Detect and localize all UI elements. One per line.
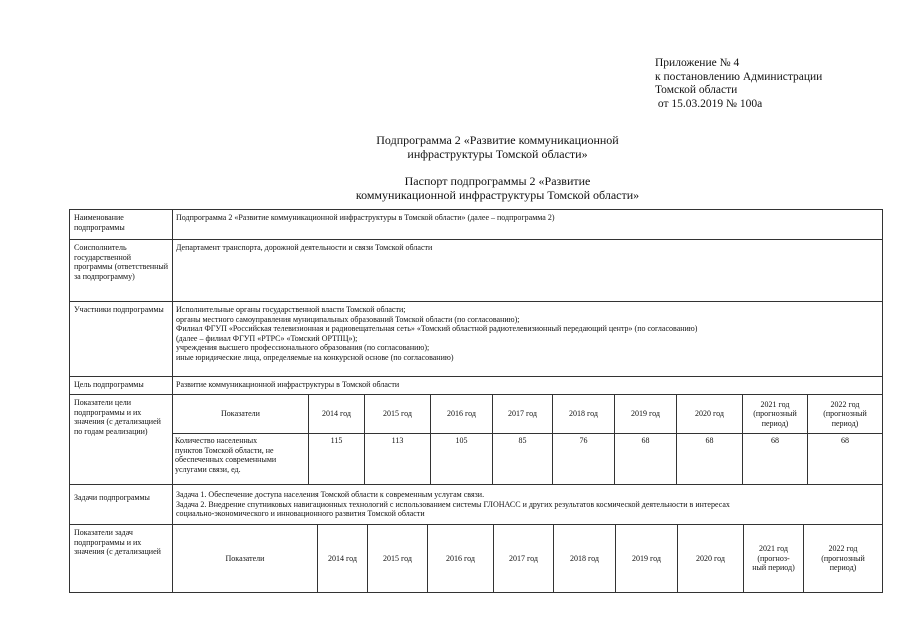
header-cell: 2015 год bbox=[367, 525, 427, 592]
row-participants-text: Исполнительные органы государственной власти Томской области; органы местного самоуправления муниципальных образований Томской области (по согласованию); Филиал ФГУП «Российская телевизионная и радиовещательная сеть» «Томский областной радиотелевизионный передающий центр» (по согласованию) (далее – филиал ФГУП «РТРС» «Томский ОРТПЦ»); учреждения высшего профессионального образования (по согласованию); иные юридические лица, определяемые на конкурсной основе (по согласованию) bbox=[176, 305, 698, 362]
value-cell: 76 bbox=[552, 433, 614, 485]
value-cell: 115 bbox=[308, 433, 364, 485]
row-tasks-label: Задачи подпрограммы bbox=[74, 493, 150, 502]
row-name bbox=[70, 210, 882, 239]
value-cell: 85 bbox=[492, 433, 552, 485]
header-cell: 2018 год bbox=[553, 525, 615, 592]
header-cell: 2020 год bbox=[677, 525, 743, 592]
header-cell: 2017 год bbox=[493, 525, 553, 592]
row-coexecutor bbox=[70, 239, 882, 302]
row-coexecutor-label: Соисполнитель государственной программы (ответственный за подпрограмму) bbox=[74, 243, 169, 281]
row-participants-label: Участники подпрограммы bbox=[74, 305, 164, 314]
header-cell: 2014 год bbox=[308, 395, 364, 433]
row-coexecutor-text: Департамент транспорта, дорожной деятельности и связи Томской области bbox=[176, 243, 433, 252]
indicator-name-cell: Количество населенных пунктов Томской области, не обеспеченных современными услугами связи, ед. bbox=[175, 436, 277, 474]
appendix-line-1: Приложение № 4 bbox=[655, 57, 740, 69]
goal-indicators-grid bbox=[173, 395, 882, 485]
appendix-line-2: к постановлению Администрации bbox=[655, 70, 823, 83]
value-cell: 105 bbox=[430, 433, 492, 485]
header-cell: 2022 год (прогнозный период) bbox=[803, 525, 882, 592]
header-cell: 2014 год bbox=[317, 525, 367, 592]
passport-title-line-1: Паспорт подпрограммы 2 «Развитие bbox=[404, 174, 591, 188]
row-goal-text: Развитие коммуникационной инфраструктуры в Томской области bbox=[176, 380, 400, 389]
passport-table bbox=[69, 209, 883, 593]
row-participants bbox=[70, 301, 882, 377]
row-goal bbox=[70, 376, 882, 395]
header-cell: Показатели bbox=[221, 409, 260, 419]
subprogram-title-line-1: Подпрограмма 2 «Развитие коммуникационной bbox=[376, 133, 619, 147]
header-cell: 2018 год bbox=[552, 395, 614, 433]
row-goal-indicators-label: Показатели цели подпрограммы и их значения (с детализацией по годам реализации) bbox=[74, 398, 161, 436]
row-tasks bbox=[70, 484, 882, 525]
header-cell: 2015 год bbox=[364, 395, 430, 433]
header-cell: 2021 год (прогнозный период) bbox=[742, 395, 807, 433]
appendix-line-4: от 15.03.2019 № 100а bbox=[655, 97, 763, 110]
task-indicators-grid bbox=[173, 525, 882, 593]
header-cell: 2021 год (прогноз-ный период) bbox=[743, 525, 803, 592]
row-name-label: Наименование подпрограммы bbox=[74, 213, 125, 232]
row-goal-label: Цель подпрограммы bbox=[74, 380, 144, 389]
header-cell: 2019 год bbox=[615, 525, 677, 592]
header-cell: 2016 год bbox=[427, 525, 493, 592]
goal-indicators-header-row bbox=[173, 395, 882, 433]
value-cell: 68 bbox=[807, 433, 882, 485]
task-indicators-header-row bbox=[173, 525, 882, 592]
subprogram-title-line-2: инфраструктуры Томской области» bbox=[407, 147, 588, 161]
row-task-indicators-label: Показатели задач подпрограммы и их значения (с детализацией bbox=[74, 528, 161, 556]
value-cell: 68 bbox=[614, 433, 676, 485]
row-goal-indicators bbox=[70, 394, 882, 485]
appendix-block bbox=[655, 57, 822, 111]
row-name-text: Подпрограмма 2 «Развитие коммуникационной инфраструктуры в Томской области» (далее – подпрограмма 2) bbox=[176, 213, 555, 222]
value-cell: 113 bbox=[364, 433, 430, 485]
goal-indicators-value-row bbox=[173, 433, 882, 485]
row-tasks-text: Задача 1. Обеспечение доступа населения Томской области к современным услугам связи. Задача 2. Внедрение спутниковых навигационных технологий с использованием системы ГЛОНАСС и других результатов космической деятельности в интересах социально-экономического и инновационного развития Томской области bbox=[176, 490, 730, 518]
row-task-indicators bbox=[70, 524, 882, 593]
header-cell: Показатели bbox=[225, 553, 265, 563]
value-cell: 68 bbox=[676, 433, 742, 485]
appendix-line-3: Томской области bbox=[655, 84, 738, 96]
header-cell: 2020 год bbox=[676, 395, 742, 433]
value-cell: 68 bbox=[742, 433, 807, 485]
passport-title-line-2: коммуникационной инфраструктуры Томской области» bbox=[355, 188, 640, 202]
header-cell: 2022 год (прогнозный период) bbox=[807, 395, 882, 433]
subprogram-title bbox=[45, 133, 905, 161]
header-cell: 2016 год bbox=[430, 395, 492, 433]
header-cell: 2017 год bbox=[492, 395, 552, 433]
header-cell: 2019 год bbox=[614, 395, 676, 433]
passport-title bbox=[45, 174, 905, 202]
